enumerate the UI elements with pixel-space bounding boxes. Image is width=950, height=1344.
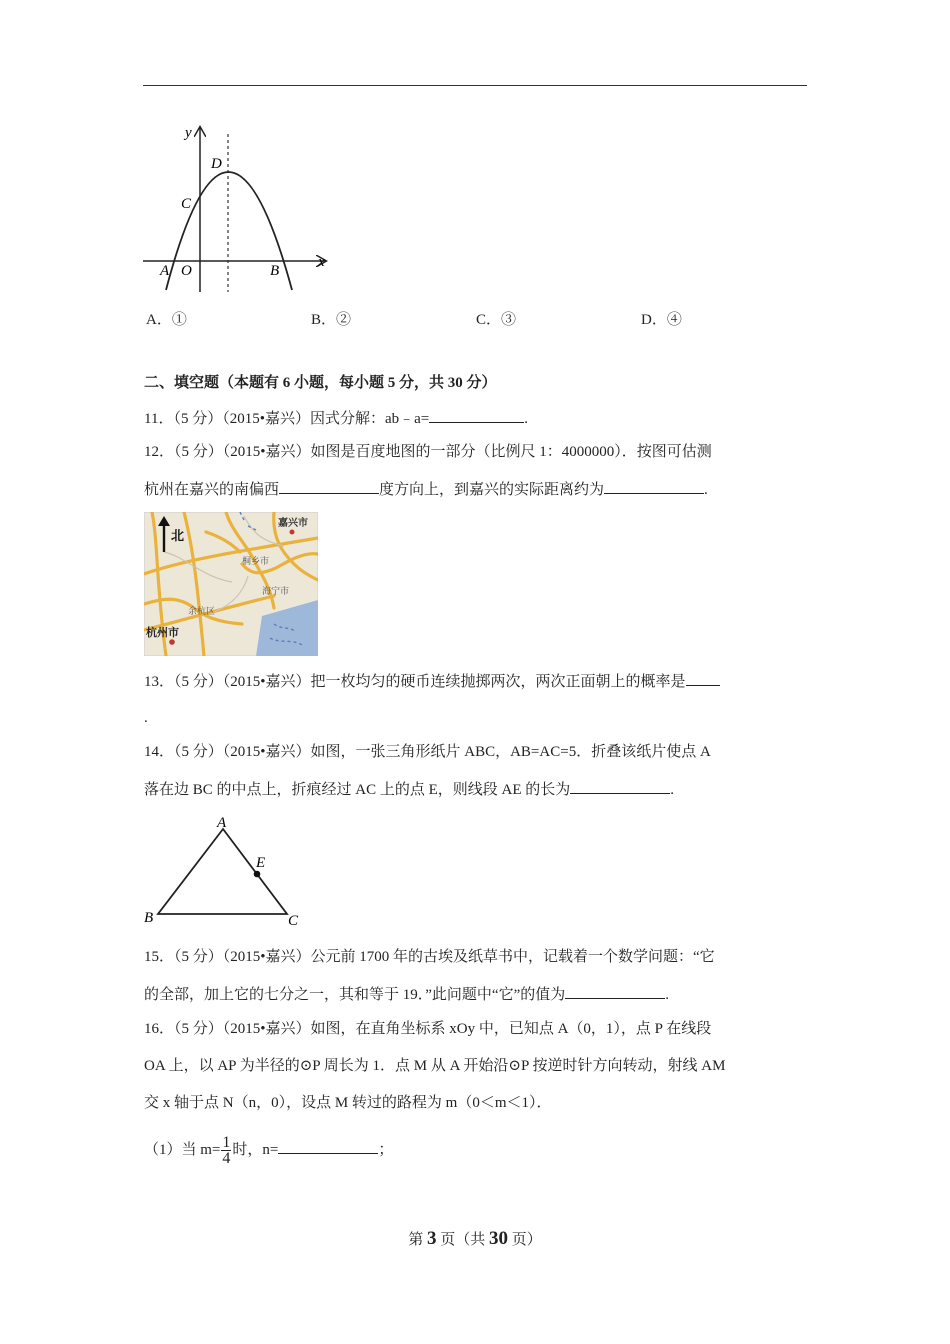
map-place-hangzhou: 杭州市 <box>146 627 179 639</box>
question-13: 13．（5 分）（2015•嘉兴）把一枚均匀的硬币连续抛掷两次，两次正面朝上的概率是 <box>144 671 720 692</box>
map-place-yuhang: 余杭区 <box>188 606 216 616</box>
question-12-line1: 12．（5 分）（2015•嘉兴）如图是百度地图的一部分（比例尺 1：4000000）．按图可估测 <box>144 444 712 460</box>
label-E: E <box>256 855 266 871</box>
header-rule <box>143 85 807 86</box>
question-11: 11．（5 分）（2015•嘉兴）因式分解：ab﹣a= . <box>144 408 528 429</box>
answer-blank-14[interactable] <box>570 779 670 794</box>
answer-blank-12b[interactable] <box>604 479 704 494</box>
north-label: 北 <box>171 528 185 543</box>
point-E <box>254 871 261 878</box>
map-place-jiaxing: 嘉兴市 <box>278 518 308 529</box>
label-C: C <box>288 913 299 929</box>
question-15-line1: 15．（5 分）（2015•嘉兴）公元前 1700 年的古埃及纸草书中，记载着一个数学问题：“它 <box>144 949 715 965</box>
label-B: B <box>270 263 280 279</box>
triangle-figure <box>140 814 310 930</box>
label-B: B <box>144 910 154 926</box>
label-C: C <box>181 196 192 212</box>
answer-blank-13[interactable] <box>686 671 720 686</box>
option-b[interactable]: B．② <box>311 312 352 328</box>
option-c[interactable]: C．③ <box>476 312 517 328</box>
answer-blank-12a[interactable] <box>279 479 379 494</box>
section-title: 二、填空题（本题有 6 小题，每小题 5 分，共 30 分） <box>144 375 497 391</box>
question-16-line1: 16．（5 分）（2015•嘉兴）如图，在直角坐标系 xOy 中，已知点 A（0，1），点 P 在线段 <box>144 1021 712 1037</box>
label-O: O <box>181 263 192 279</box>
answer-blank-11[interactable] <box>429 408 524 423</box>
map-place-tongxiang: 桐乡市 <box>242 556 270 566</box>
page-footer: 第 3 页（共 30 页） <box>408 1228 542 1249</box>
label-y: y <box>185 125 192 141</box>
question-12-line2: 杭州在嘉兴的南偏西 度方向上，到嘉兴的实际距离约为 . <box>144 479 708 500</box>
map-place-haining: 海宁市 <box>262 586 290 596</box>
question-14-line1: 14．（5 分）（2015•嘉兴）如图，一张三角形纸片 ABC，AB=AC=5．折叠该纸片使点 A <box>144 744 711 760</box>
triangle-abc <box>158 829 287 914</box>
question-16-sub1: （1）当 m= $\frac{1}{4}$ 时，n= ； <box>144 1134 394 1168</box>
page-number: 3 <box>426 1228 437 1249</box>
option-d[interactable]: D．④ <box>641 312 682 328</box>
label-A: A <box>217 815 227 831</box>
question-16-line2: OA 上，以 AP 为半径的⊙P 周长为 1．点 M 从 A 开始沿⊙P 按逆时针方向转动，射线 AM <box>144 1058 726 1074</box>
answer-blank-16-1[interactable] <box>278 1139 378 1154</box>
question-15-line2: 的全部，加上它的七分之一，其和等于 19．”此问题中“它”的值为 . <box>144 984 669 1005</box>
label-D: D <box>211 156 222 172</box>
question-16-line3: 交 x 轴于点 N（n，0），设点 M 转过的路程为 m（0＜m＜1）． <box>144 1095 552 1111</box>
fraction-one-quarter: $\frac{1}{4}$ <box>222 1134 231 1168</box>
answer-blank-15[interactable] <box>565 984 665 999</box>
option-a[interactable]: A．① <box>146 312 187 328</box>
question-14-line2: 落在边 BC 的中点上，折痕经过 AC 上的点 E，则线段 AE 的长为 . <box>144 779 674 800</box>
parabola-figure <box>140 122 340 297</box>
label-A: A <box>160 263 170 279</box>
baidu-map-figure <box>144 512 318 656</box>
question-13-line2: . <box>144 710 148 726</box>
page-total: 30 <box>489 1228 508 1249</box>
label-x: x <box>318 254 325 270</box>
